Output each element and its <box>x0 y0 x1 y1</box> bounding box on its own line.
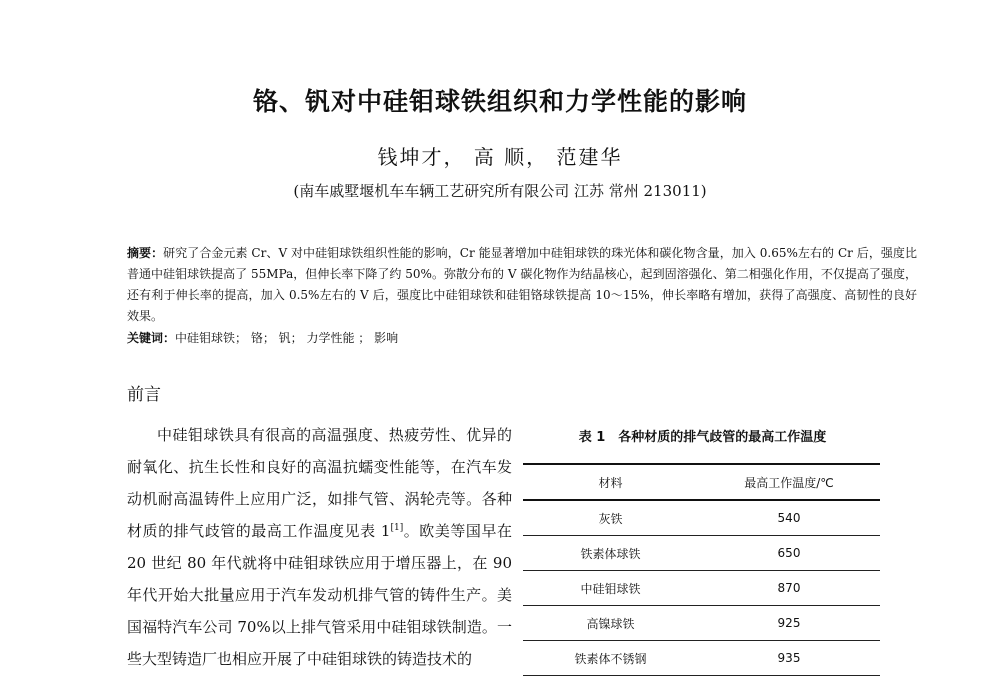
material-cell: 铁素体不锈钢 <box>523 641 698 676</box>
table-row <box>523 536 880 571</box>
keywords-text: 中硅钼球铁； 铬； 钒； 力学性能 ； 影响 <box>175 331 399 345</box>
temperature-cell: 650 <box>698 536 880 571</box>
material-cell: 高镍球铁 <box>523 606 698 641</box>
paragraph-part-1: 中硅钼球铁具有很高的高温强度、热疲劳性、优异的耐氧化、抗生长性和良好的高温抗蠕变性能等，在汽车发动机耐高温铸件上应用广泛，如排气管、涡轮壳等。各种材质的排气歧管的最高工作温度见表 1 <box>127 426 512 540</box>
table-caption: 表 1 各种材质的排气歧管的最高工作温度 <box>578 430 827 445</box>
material-cell: 中硅钼球铁 <box>523 571 698 606</box>
abstract-label: 摘要： <box>127 246 164 260</box>
table-row <box>523 571 880 606</box>
body-paragraph <box>127 419 512 684</box>
table-row <box>523 641 880 676</box>
authors: 钱坤才， 高 顺， 范建华 <box>377 145 623 169</box>
abstract <box>127 243 917 327</box>
column-header-temperature: 最高工作温度/℃ <box>698 464 880 500</box>
column-header-material: 材料 <box>523 464 698 500</box>
table-row <box>523 500 880 536</box>
temperature-cell: 540 <box>698 500 880 536</box>
paper-title: 铬、钒对中硅钼球铁组织和力学性能的影响 <box>252 87 747 116</box>
keywords <box>127 328 917 349</box>
citation-link[interactable]: [1] <box>390 523 404 533</box>
section-heading: 前言 <box>127 385 161 405</box>
affiliation: (南车戚墅堰机车车辆工艺研究所有限公司 江苏 常州 213011) <box>293 182 707 200</box>
temperature-cell: 925 <box>698 606 880 641</box>
temperature-table <box>523 463 880 676</box>
temperature-cell: 870 <box>698 571 880 606</box>
table-header-row <box>523 464 880 500</box>
table-row <box>523 606 880 641</box>
temperature-cell: 935 <box>698 641 880 676</box>
material-cell: 灰铁 <box>523 500 698 536</box>
abstract-text: 研究了合金元素 Cr、V 对中硅钼球铁组织性能的影响，Cr 能显著增加中硅钼球铁的珠光体和碳化物含量，加入 0.65%左右的 Cr 后，强度比普通中硅钼球铁提高了 55MPa，但伸长率下降了约 50%。弥散分布的 V 碳化物作为结晶核心，起到固溶强化、第二相强化作用，不仅提高了强度，还有利于伸长率的提高，加入 0.5%左右的 V 后，强度比中硅钼球铁和硅钼铬球铁提高 10～15%，伸长率略有增加，获得了高强度、高韧性的良好效果。 <box>127 246 917 323</box>
keywords-label: 关键词： <box>127 331 176 345</box>
material-cell: 铁素体球铁 <box>523 536 698 571</box>
paragraph-part-2: 。欧美等国早在 20 世纪 80 年代就将中硅钼球铁应用于增压器上，在 90 年代开始大批量应用于汽车发动机排气管的铸件生产。美国福特汽车公司 70%以上排气管采用中硅钼球铁制造。一些大型铸造厂也相应开展了中硅钼球铁的铸造技术的 <box>127 522 512 668</box>
